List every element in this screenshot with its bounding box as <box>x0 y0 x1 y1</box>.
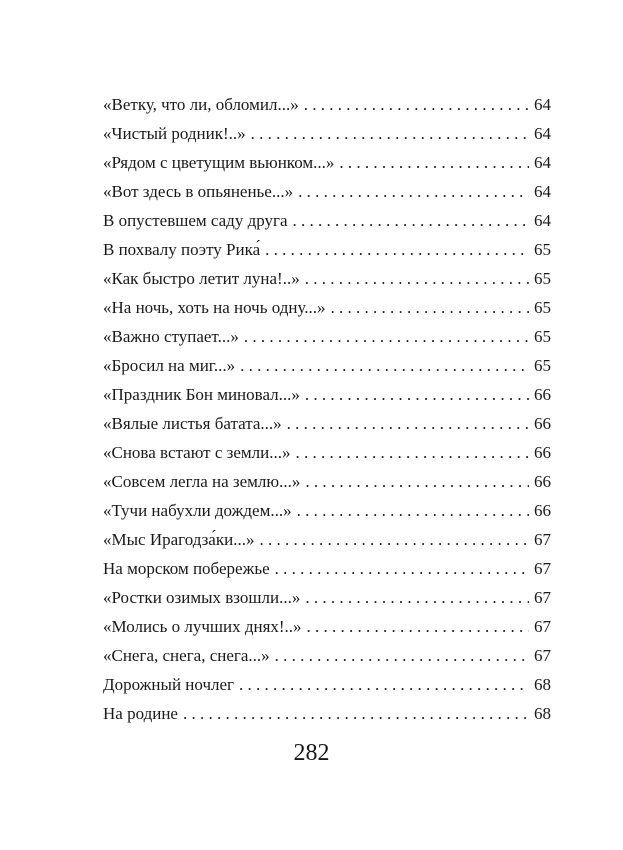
toc-entry-title: «Важно ступает...» <box>103 327 239 346</box>
toc-entry-page: 67 <box>534 646 551 665</box>
toc-entry-title: «Тучи набухли дождем...» <box>103 501 292 520</box>
toc-entry <box>103 670 551 699</box>
toc-entry-title: «Ростки озимых взошли...» <box>103 588 301 607</box>
dot-leader <box>339 148 529 177</box>
toc-entry-title: На родине <box>103 704 178 723</box>
toc-entry-page: 64 <box>534 182 551 201</box>
toc-entry-page: 65 <box>534 240 551 259</box>
dot-leader <box>331 293 529 322</box>
toc-entry-title: На морском побережье <box>103 559 270 578</box>
toc-entry-page: 66 <box>534 501 551 520</box>
toc-entry-title: «Праздник Бон миновал...» <box>103 385 300 404</box>
toc-entry <box>103 90 551 119</box>
toc-entry-title: «Бросил на миг...» <box>103 356 236 375</box>
toc-entry-page: 64 <box>534 211 551 230</box>
dot-leader <box>305 380 529 409</box>
toc-entry-page: 65 <box>534 327 551 346</box>
dot-leader <box>305 264 529 293</box>
dot-leader <box>259 525 529 554</box>
toc-entry <box>103 177 551 206</box>
toc-entry <box>103 612 551 641</box>
toc-entry-title: «На ночь, хоть на ночь одну...» <box>103 298 326 317</box>
toc-entry-title: «Вялые листья батата...» <box>103 414 282 433</box>
toc-entry-title: «Чистый родник!..» <box>103 124 246 143</box>
dot-leader <box>240 351 529 380</box>
toc-entry <box>103 699 551 728</box>
dot-leader <box>304 90 529 119</box>
toc-entry <box>103 554 551 583</box>
toc-entry <box>103 206 551 235</box>
toc-entry-page: 66 <box>534 414 551 433</box>
toc-entry <box>103 322 551 351</box>
dot-leader <box>287 409 529 438</box>
toc-entry-title: «Снова встают с земли...» <box>103 443 291 462</box>
toc-entry-page: 65 <box>534 356 551 375</box>
toc-entry <box>103 380 551 409</box>
toc-entry <box>103 467 551 496</box>
toc-entry-page: 64 <box>534 95 551 114</box>
toc-entry <box>103 583 551 612</box>
toc-entry <box>103 409 551 438</box>
toc-entry-page: 65 <box>534 298 551 317</box>
toc-entry <box>103 496 551 525</box>
toc-entry-page: 64 <box>534 124 551 143</box>
toc-entry-page: 67 <box>534 588 551 607</box>
toc-entry <box>103 641 551 670</box>
toc-entry-page: 67 <box>534 617 551 636</box>
toc-entry-title: «Как быстро летит луна!..» <box>103 269 300 288</box>
toc-entry <box>103 525 551 554</box>
dot-leader <box>307 612 529 641</box>
dot-leader <box>305 467 529 496</box>
dot-leader <box>244 322 529 351</box>
dot-leader <box>251 119 529 148</box>
toc-entry-title: «Вот здесь в опьяненье...» <box>103 182 294 201</box>
toc-entry <box>103 119 551 148</box>
dot-leader <box>297 496 529 525</box>
toc-entry-page: 66 <box>534 385 551 404</box>
page-number: 282 <box>293 740 330 766</box>
toc-entry <box>103 293 551 322</box>
dot-leader <box>298 177 529 206</box>
toc-entry-page: 65 <box>534 269 551 288</box>
dot-leader <box>296 438 530 467</box>
toc-entry-title: «Совсем легла на землю...» <box>103 472 301 491</box>
toc-entry <box>103 351 551 380</box>
toc-entry-page: 68 <box>534 675 551 694</box>
toc-entry <box>103 148 551 177</box>
dot-leader <box>293 206 529 235</box>
toc-entry <box>103 264 551 293</box>
toc-entry-page: 64 <box>534 153 551 172</box>
dot-leader <box>265 235 529 264</box>
toc-entry-title: «Ветку, что ли, обломил...» <box>103 95 299 114</box>
toc-entry-title: «Мыс Ирагодза́ки...» <box>103 530 255 549</box>
toc-entry-title: В опустевшем саду друга <box>103 211 288 230</box>
toc-entry <box>103 235 551 264</box>
toc-entry <box>103 438 551 467</box>
toc-entry-title: «Молись о лучших днях!..» <box>103 617 302 636</box>
dot-leader <box>275 554 529 583</box>
toc-entry-title: Дорожный ночлег <box>103 675 234 694</box>
toc-entry-page: 67 <box>534 559 551 578</box>
toc-entry-page: 66 <box>534 472 551 491</box>
toc-entry-page: 68 <box>534 704 551 723</box>
toc-entry-page: 66 <box>534 443 551 462</box>
dot-leader <box>275 641 529 670</box>
toc-entry-page: 67 <box>534 530 551 549</box>
table-of-contents <box>103 90 551 728</box>
toc-entry-title: «Рядом с цветущим вьюнком...» <box>103 153 335 172</box>
toc-entry-title: «Снега, снега, снега...» <box>103 646 270 665</box>
dot-leader <box>305 583 529 612</box>
dot-leader <box>183 699 529 728</box>
dot-leader <box>239 670 529 699</box>
toc-entry-title: В похвалу поэту Рика́ <box>103 240 261 259</box>
